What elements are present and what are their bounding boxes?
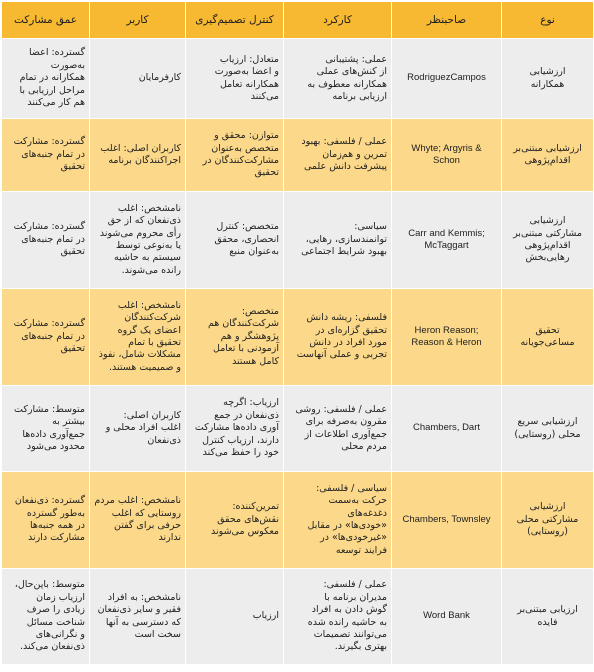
cell-function — [284, 386, 392, 472]
cell-depth — [2, 119, 90, 192]
cell-text: نامشخص: اغلب شرکت‌کنندگان اعضای یک گروه تحقیق با تمام مشکلات شامل، نفوذ و صمیمیت هستند. — [98, 299, 181, 373]
cell-type — [502, 39, 594, 119]
cell-function — [284, 289, 392, 386]
cell-text: متعادل: ارزیاب و اعضا به‌صورت همکارانه تعامل می‌کنند — [214, 53, 279, 102]
cell-text: گسترده: مشارکت در تمام جنبه‌های تحقیق — [13, 318, 85, 355]
cell-text: ارزیاب — [252, 610, 279, 622]
cell-text: Heron Reason; Reason & Heron — [411, 324, 482, 348]
col-header-function: کارکرد — [284, 2, 392, 39]
table-row — [2, 289, 594, 386]
cell-owner — [392, 119, 502, 192]
cell-user — [90, 119, 186, 192]
cell-text: سیاسی / فلسفی: حرکت به‌سمت دغدغه‌های «خودی‌ها» در مقابل «غیرخودی‌ها» در فرایند توسعه — [307, 482, 387, 556]
cell-function — [284, 472, 392, 569]
cell-text: ارزیابی مبتنی‌بر فایده — [517, 604, 578, 628]
col-header-depth: عمق مشارکت — [2, 2, 90, 39]
cell-text: کاربران اصلی: اغلب اجراکنندگان برنامه — [100, 142, 181, 166]
cell-function — [284, 192, 392, 289]
cell-text: ارزشیابی سریع محلی (روستایی) — [514, 416, 581, 440]
cell-text: نامشخص: اغلب مردم روستایی که اغلب حرفی برای گفتن ندارند — [94, 495, 181, 544]
cell-text: گسترده: مشارکت در تمام جنبه‌های تحقیق — [13, 136, 85, 173]
cell-text: تمرین‌کننده: نقش‌های محقق معکوس می‌شوند — [211, 501, 279, 538]
cell-depth — [2, 472, 90, 569]
cell-text: تحقیق مساعی‌جویانه — [520, 324, 575, 348]
cell-text: Carr and Kemmis; McTaggart — [408, 227, 485, 251]
cell-text: ارزشیابی مشارکتی مبتنی‌بر اقدام‌پژوهی رهایی‌بخش — [513, 215, 582, 264]
cell-text: ارزشیابی همکارانه — [529, 66, 566, 90]
cell-text: عملی / فلسفی: مدیران برنامه با گوش دادن به افراد به حاشیه رانده شده می‌توانند تصمیمات بهتری بگیرند. — [307, 579, 387, 653]
cell-type — [502, 289, 594, 386]
cell-user — [90, 39, 186, 119]
col-header-user: کاربر — [90, 2, 186, 39]
cell-user — [90, 472, 186, 569]
table-row — [2, 119, 594, 192]
cell-user — [90, 386, 186, 472]
table-row — [2, 39, 594, 119]
cell-depth — [2, 192, 90, 289]
cell-control — [186, 472, 284, 569]
cell-text: نامشخص: اغلب ذی‌نفعان که از حق رأی محروم می‌شوند یا به‌نوعی توسط سیستم به حاشیه رانده می‌شوند. — [99, 202, 181, 276]
cell-text: Whyte; Argyris & Schon — [411, 142, 482, 166]
cell-function — [284, 119, 392, 192]
cell-control — [186, 569, 284, 665]
cell-type — [502, 192, 594, 289]
cell-text: متوسط: مشارکت بیشتر به جمع‌آوری داده‌ها محدود می‌شود — [14, 403, 85, 452]
cell-type — [502, 472, 594, 569]
cell-text: عملی / فلسفی: روشی مقرون به‌صرفه برای جمع‌آوری اطلاعات از مردم محلی — [295, 403, 387, 452]
cell-owner — [392, 569, 502, 665]
table-row — [2, 192, 594, 289]
table-body — [2, 39, 594, 665]
cell-text: کاربران اصلی: اغلب افراد محلی و ذی‌نفعان — [105, 409, 181, 446]
cell-text: Chambers, Townsley — [402, 513, 491, 525]
cell-text: سیاسی: توانمندسازی، رهایی، بهبود شرایط اجتماعی — [301, 221, 387, 258]
cell-text: نامشخص: به افراد فقیر و سایر ذی‌نفعان که دسترسی به آنها سخت است — [97, 591, 181, 640]
cell-control — [186, 119, 284, 192]
cell-text: عملی: پشتیبانی از کنش‌های عملی همکارانه معطوف به ارزیابی برنامه — [307, 53, 387, 102]
cell-text: ارزشیابی مشارکتی محلی (روستایی) — [516, 501, 579, 538]
cell-text: Word Bank — [423, 610, 470, 622]
cell-text: عملی / فلسفی: بهبود تمرین و هم‌زمان پیشرفت دانش علمی — [301, 136, 387, 173]
cell-type — [502, 386, 594, 472]
cell-owner — [392, 386, 502, 472]
cell-user — [90, 569, 186, 665]
cell-depth — [2, 386, 90, 472]
cell-depth — [2, 569, 90, 665]
cell-type — [502, 569, 594, 665]
cell-owner — [392, 39, 502, 119]
cell-depth — [2, 39, 90, 119]
table-row — [2, 386, 594, 472]
cell-owner — [392, 192, 502, 289]
cell-text: ارزیاب: اگرچه ذی‌نفعان در جمع آوری داده‌ها مشارکت دارند، ارزیاب کنترل خود را حفظ می‌کند — [194, 397, 279, 459]
col-header-owner: صاحبنظر — [392, 2, 502, 39]
cell-text: متوسط: باپن‌حال، ارزیاب زمان زیادی را صرف شناخت مسائل و نگرانی‌های ذی‌نفعان می‌کند. — [14, 579, 85, 653]
col-header-type: نوع — [502, 2, 594, 39]
cell-text: متوازن: محقق و متخصص به‌عنوان مشارکت‌کنندگان در تحقیق — [202, 130, 279, 179]
cell-user — [90, 289, 186, 386]
cell-owner — [392, 289, 502, 386]
comparison-table — [1, 1, 594, 665]
cell-owner — [392, 472, 502, 569]
cell-control — [186, 39, 284, 119]
cell-text: گسترده: اعضا به‌صورت همکارانه در تمام مراحل ارزیابی با هم کار می‌کنند — [19, 47, 85, 109]
cell-text: متخصص: کنترل انحصاری، محقق به‌عنوان منبع — [214, 221, 279, 258]
cell-control — [186, 289, 284, 386]
cell-text: RodriguezCampos — [407, 72, 486, 84]
cell-depth — [2, 289, 90, 386]
cell-control — [186, 192, 284, 289]
cell-function — [284, 569, 392, 665]
cell-function — [284, 39, 392, 119]
cell-text: متخصص: شرکت‌کنندگان هم پژوهشگر و هم آزمودنی با تعامل کامل هستند — [207, 305, 279, 367]
cell-text: Chambers, Dart — [412, 422, 481, 434]
col-header-control: کنترل تصمیم‌گیری — [186, 2, 284, 39]
table-row — [2, 472, 594, 569]
cell-type — [502, 119, 594, 192]
cell-text: فلسفی: ریشه دانش تحقیق گزاره‌ای در مورد افراد در دانش تجربی و عملی آنهاست — [296, 312, 387, 361]
cell-user — [90, 192, 186, 289]
cell-text: ارزشیابی مبتنی‌بر اقدام‌پژوهی — [513, 142, 582, 166]
cell-text: کارفرمایان — [138, 72, 181, 84]
cell-control — [186, 386, 284, 472]
header-row — [2, 2, 594, 39]
table-header — [2, 2, 594, 39]
table-row — [2, 569, 594, 665]
cell-text: گسترده: مشارکت در تمام جنبه‌های تحقیق — [13, 221, 85, 258]
cell-text: گسترده: ذی‌نفعان به‌طور گسترده در همه جنبه‌ها مشارکت دارند — [14, 495, 85, 544]
